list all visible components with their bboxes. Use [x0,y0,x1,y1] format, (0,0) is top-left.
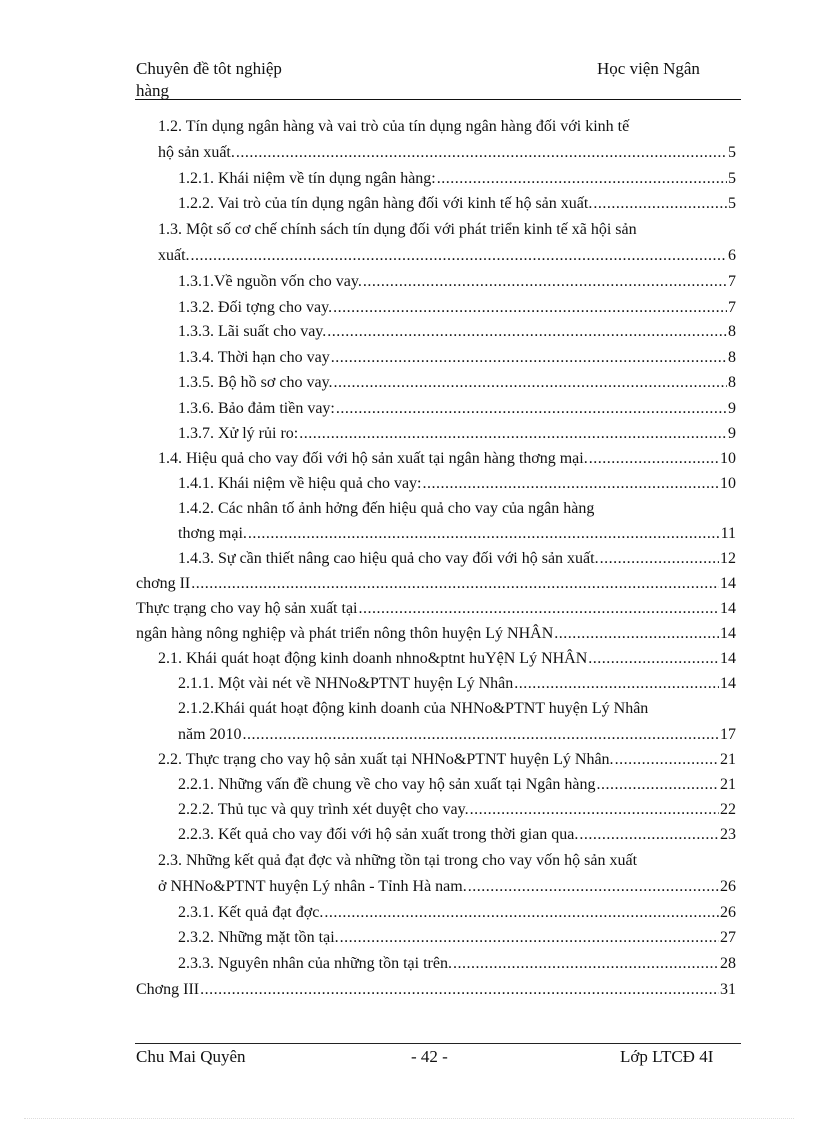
toc-entry[interactable] [178,167,736,191]
toc-page-number: 14 [720,625,736,642]
toc-entry[interactable] [158,115,629,139]
toc-entry-text: 2.2.1. Những vấn đề chung về cho vay hộ sản xuất tại Ngân hàng [178,776,596,793]
toc-entry-text: 1.2. Tín dụng ngân hàng và vai trò của tín dụng ngân hàng đối với kinh tế [158,118,630,135]
toc-entry-text: 1.3.7. Xử lý rủi ro: [178,425,299,442]
toc-entry[interactable] [136,597,736,621]
toc-entry-text: 1.3.3. Lãi suất cho vay. [178,323,327,340]
toc-entry-text: thơng mại. [178,525,247,542]
toc-page-number: 27 [720,929,736,946]
toc-entry[interactable] [178,192,736,216]
toc-leader [579,823,719,847]
toc-leader [248,522,720,546]
toc-entry-text: ngân hàng nông nghiệp và phát triển nông thôn huyện Lý NHÂN [136,625,554,642]
header-left-line2: hàng [136,81,170,100]
toc-entry[interactable] [178,773,736,797]
header-right: Học viện Ngân [597,59,700,78]
toc-entry-text: 2.1. Khái quát hoạt động kinh doanh nhno&ptnt huYệN Lý NHÂN [158,650,588,667]
toc-entry-text: 1.3.4. Thời hạn cho vay [178,349,330,366]
toc-page-number: 14 [720,575,736,592]
toc-entry[interactable] [178,723,736,747]
toc-entry[interactable] [178,422,736,446]
toc-page-number: 21 [720,751,736,768]
toc-leader [589,447,719,471]
toc-entry[interactable] [136,572,736,596]
toc-leader [514,672,719,696]
toc-entry-text: 1.3.6. Bảo đảm tiền vay: [178,400,335,417]
toc-page-number: 10 [720,450,736,467]
toc-leader [437,167,727,191]
toc-leader [593,192,727,216]
toc-page-number: 14 [720,675,736,692]
toc-entry-text: 1.4.1. Khái niệm về hiệu quả cho vay: [178,475,422,492]
toc-entry-text: xuất. [158,247,190,264]
toc-entry[interactable] [178,547,736,571]
toc-page-number: 8 [728,323,736,340]
toc-entry-text: 2.3. Những kết quả đạt đợc và những tồn tại trong cho vay vốn hộ sản xuất [158,852,638,869]
toc-page-number: 26 [720,878,736,895]
toc-entry[interactable] [178,522,736,546]
footer-author: Chu Mai Quyên [136,1047,246,1066]
toc-page-number: 9 [728,400,736,417]
toc-leader [331,346,727,370]
toc-leader [615,748,719,772]
toc-page-number: 31 [720,981,736,998]
toc-leader [333,296,727,320]
toc-page-number: 9 [728,425,736,442]
toc-entry[interactable] [178,926,736,950]
footer-page-number: - 42 - [411,1047,448,1066]
toc-page-number: 14 [720,650,736,667]
toc-entry-text: 2.1.1. Một vài nét về NHNo&PTNT huyện Lý Nhân [178,675,514,692]
toc-page-number: 5 [728,144,736,161]
toc-leader [596,773,719,797]
toc-entry[interactable] [158,875,736,899]
toc-leader [340,926,719,950]
toc-entry-text: 1.4.2. Các nhân tố ảnh hởng đến hiệu quả cho vay của ngân hàng [178,500,595,517]
toc-entry-text: 1.2.2. Vai trò của tín dụng ngân hàng đối với kinh tế hộ sản xuất. [178,195,593,212]
toc-leader [191,244,727,268]
header-left-line1: Chuyên đề tôt nghiệp [136,59,282,78]
toc-entry[interactable] [178,823,736,847]
toc-entry[interactable] [178,901,736,925]
toc-leader [324,901,719,925]
toc-entry[interactable] [158,218,637,242]
page-edge-marker [24,1118,794,1119]
toc-page-number: 11 [720,525,736,542]
toc-entry-text: 2.1.2.Khái quát hoạt động kinh doanh của NHNo&PTNT huyện Lý Nhân [178,700,649,717]
toc-entry[interactable] [178,270,736,294]
toc-entry[interactable] [178,346,736,370]
footer-class: Lớp LTCĐ 4I [620,1047,714,1066]
toc-entry-text: 1.4.3. Sự cần thiết nâng cao hiệu quả cho vay đối với hộ sản xuất. [178,550,599,567]
toc-leader [554,622,719,646]
toc-entry[interactable] [178,371,736,395]
toc-leader [336,397,727,421]
toc-leader [470,798,719,822]
toc-entry-text: Chơng III [136,981,200,998]
toc-leader [363,270,727,294]
footer-divider [135,1043,741,1044]
toc-entry-text: 2.3.3. Nguyên nhân của những tồn tại trên. [178,955,452,972]
toc-entry-text: chơng II [136,575,191,592]
toc-page-number: 5 [728,195,736,212]
toc-leader [191,572,719,596]
toc-entry[interactable] [178,472,736,496]
toc-entry[interactable] [158,244,736,268]
toc-page-number: 23 [720,826,736,843]
toc-entry[interactable] [178,798,736,822]
toc-entry-text: 1.3.5. Bộ hồ sơ cho vay. [178,374,333,391]
toc-entry-text: 1.3.2. Đối tợng cho vay. [178,299,333,316]
toc-entry-text: năm 2010 [178,726,242,743]
toc-page-number: 12 [720,550,736,567]
toc-page-number: 5 [728,170,736,187]
toc-page-number: 17 [720,726,736,743]
toc-entry-text: 1.3. Một số cơ chế chính sách tín dụng đối với phát triển kinh tế xã hội sản [158,221,637,238]
toc-entry-text: Thực trạng cho vay hộ sản xuất tại [136,600,358,617]
toc-entry-text: 1.2.1. Khái niệm về tín dụng ngân hàng: [178,170,436,187]
toc-page-number: 26 [720,904,736,921]
toc-leader [423,472,720,496]
toc-entry[interactable] [158,141,736,165]
toc-entry[interactable] [178,697,648,721]
toc-entry[interactable] [158,447,736,471]
toc-entry-text: 2.2.2. Thủ tục và quy trình xét duyệt cho vay. [178,801,469,818]
toc-entry[interactable] [158,849,637,873]
toc-entry[interactable] [158,748,736,772]
toc-leader [359,597,720,621]
toc-entry-text: 2.2. Thực trạng cho vay hộ sản xuất tại NHNo&PTNT huyện Lý Nhân. [158,751,614,768]
toc-entry-text: 1.4. Hiệu quả cho vay đối với hộ sản xuất tại ngân hàng thơng mại. [158,450,588,467]
toc-entry-text: 2.3.1. Kết quả đạt đợc. [178,904,324,921]
toc-page-number: 8 [728,374,736,391]
toc-leader [243,723,719,747]
toc-leader [334,371,727,395]
toc-leader [468,875,719,899]
toc-leader [200,978,719,1002]
toc-leader [588,647,719,671]
toc-page-number: 28 [720,955,736,972]
toc-leader [600,547,719,571]
toc-entry[interactable] [178,397,736,421]
toc-page-number: 7 [728,299,736,316]
toc-page-number: 14 [720,600,736,617]
toc-entry[interactable] [136,978,736,1002]
toc-page-number: 10 [720,475,736,492]
toc-entry-text: hộ sản xuất. [158,144,235,161]
toc-entry[interactable] [178,296,736,320]
toc-entry-text: 2.2.3. Kết quả cho vay đối với hộ sản xuất trong thời gian qua. [178,826,579,843]
toc-entry[interactable] [178,497,594,521]
toc-entry-text: 2.3.2. Những mặt tồn tại. [178,929,339,946]
toc-entry-text: 1.3.1.Về nguồn vốn cho vay. [178,273,362,290]
toc-page-number: 21 [720,776,736,793]
toc-entry-text: ở NHNo&PTNT huyện Lý nhân - Tỉnh Hà nam. [158,878,467,895]
toc-leader [236,141,727,165]
toc-page-number: 22 [720,801,736,818]
toc-leader [453,952,719,976]
toc-entry[interactable] [136,622,736,646]
toc-leader [299,422,727,446]
toc-entry[interactable] [178,320,736,344]
toc-entry[interactable] [178,952,736,976]
toc-page-number: 8 [728,349,736,366]
toc-page-number: 7 [728,273,736,290]
toc-page-number: 6 [728,247,736,264]
toc-entry[interactable] [158,647,736,671]
toc-leader [327,320,727,344]
toc-entry[interactable] [178,672,736,696]
